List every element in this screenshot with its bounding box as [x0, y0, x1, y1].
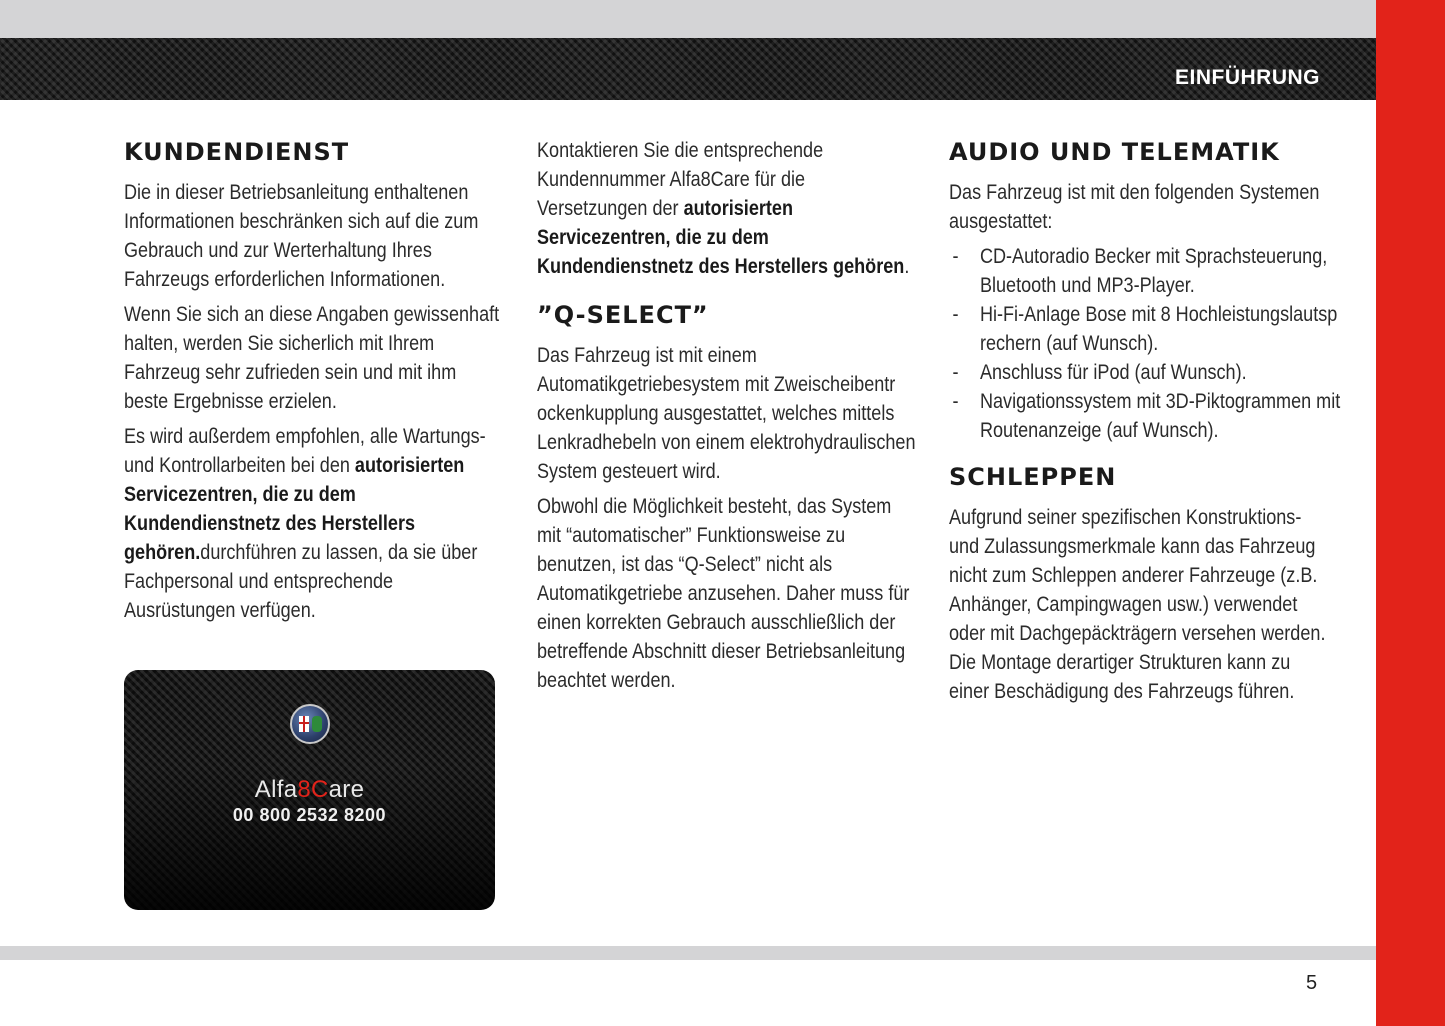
- heading-kundendienst: KUNDENDIENST: [124, 138, 350, 166]
- top-gray-band: [0, 0, 1376, 38]
- paragraph: Die in dieser Betriebsanleitung enthaltenen Informationen beschränken sich auf die zum Gebrauch und zur Werterhaltung Ihres Fahrzeugs erforderlichen Informationen.: [124, 181, 479, 291]
- header-carbon-band: [0, 38, 1376, 100]
- paragraph: Das Fahrzeug ist mit einem Automatikgetriebesystem mit Zweischeibentr ockenkupplung ausgestattet, welches mittels Lenkradhebeln von einem elektrohydraulischen System gesteuert wird.: [537, 344, 916, 483]
- page-number: 5: [1306, 972, 1318, 994]
- alfa8care-card: [124, 670, 495, 910]
- list-item: - Hi-Fi-Anlage Bose mit 8 Hochleistungslautsp rechern (auf Wunsch).: [952, 303, 1338, 355]
- bold-text: autorisierten Servicezentren, die zu dem Kundendienstnetz des Herstellers gehören.: [124, 454, 465, 564]
- paragraph: Wenn Sie sich an diese Angaben gewissenhaft halten, werden Sie sicherlich mit Ihrem Fahrzeug sehr zufrieden sein und mit ihm beste Ergebnisse erzielen.: [124, 303, 500, 413]
- red-side-strip: [1376, 0, 1445, 1026]
- section-title: EINFÜHRUNG: [1175, 66, 1320, 89]
- heading-audio-telematik: AUDIO UND TELEMATIK: [949, 138, 1280, 166]
- feature-list: [949, 242, 1341, 445]
- bold-text: autorisierten Servicezentren, die zu dem Kundendienstnetz des Herstellers gehören: [537, 197, 905, 278]
- list-item: - CD-Autoradio Becker mit Sprachsteuerung, Bluetooth und MP3-Player.: [952, 245, 1328, 297]
- column-audio-schleppen: [949, 136, 1341, 712]
- paragraph: Aufgrund seiner spezifischen Konstruktions- und Zulassungsmerkmale kann das Fahrzeug nicht zum Schleppen anderer Fahrzeuge (z.B. Anhänger, Campingwagen usw.) verwendet oder mit Dachgepäckträgern versehen werden. Die Montage derartiger Strukturen kann zu einer Beschädigung des Fahrzeugs führen.: [949, 506, 1326, 703]
- column-kundendienst: [124, 136, 504, 631]
- list-item: - Navigationssystem mit 3D-Piktogrammen mit Routenanzeige (auf Wunsch).: [952, 390, 1341, 442]
- paragraph: Das Fahrzeug ist mit den folgenden Systemen ausgestattet:: [949, 181, 1320, 233]
- heading-q-select: ”Q-SELECT”: [537, 301, 709, 329]
- card-phone-number: 00 800 2532 8200: [232, 805, 387, 825]
- paragraph: Kontaktieren Sie die entsprechende Kundennummer Alfa8Care für die Versetzungen der autorisierten Servicezentren, die zu dem Kundendienstnetz des Herstellers gehören.: [537, 139, 910, 278]
- paragraph: Es wird außerdem empfohlen, alle Wartungs- und Kontrollarbeiten bei den autorisierten Servicezentren, die zu dem Kundendienstnetz des Herstellers gehören.durchführen zu lassen, da sie über Fachpersonal und entsprechende Ausrüstungen verfügen.: [124, 425, 486, 622]
- heading-schleppen: SCHLEPPEN: [949, 463, 1117, 491]
- bottom-gray-band: [0, 946, 1376, 960]
- paragraph: Obwohl die Möglichkeit besteht, das System mit “automatischer” Funktionsweise zu benutzen, ist das “Q-Select” nicht als Automatikgetriebe anzusehen. Daher muss für einen korrekten Gebrauch ausschließlich der betreffende Abschnitt dieser Betriebsanleitung beachtet werden.: [537, 495, 910, 692]
- column-q-select: [537, 136, 917, 701]
- list-item: - Anschluss für iPod (auf Wunsch).: [952, 361, 1247, 384]
- alfa-romeo-emblem-icon: [290, 704, 330, 744]
- card-brand: Alfa8Care: [254, 776, 365, 803]
